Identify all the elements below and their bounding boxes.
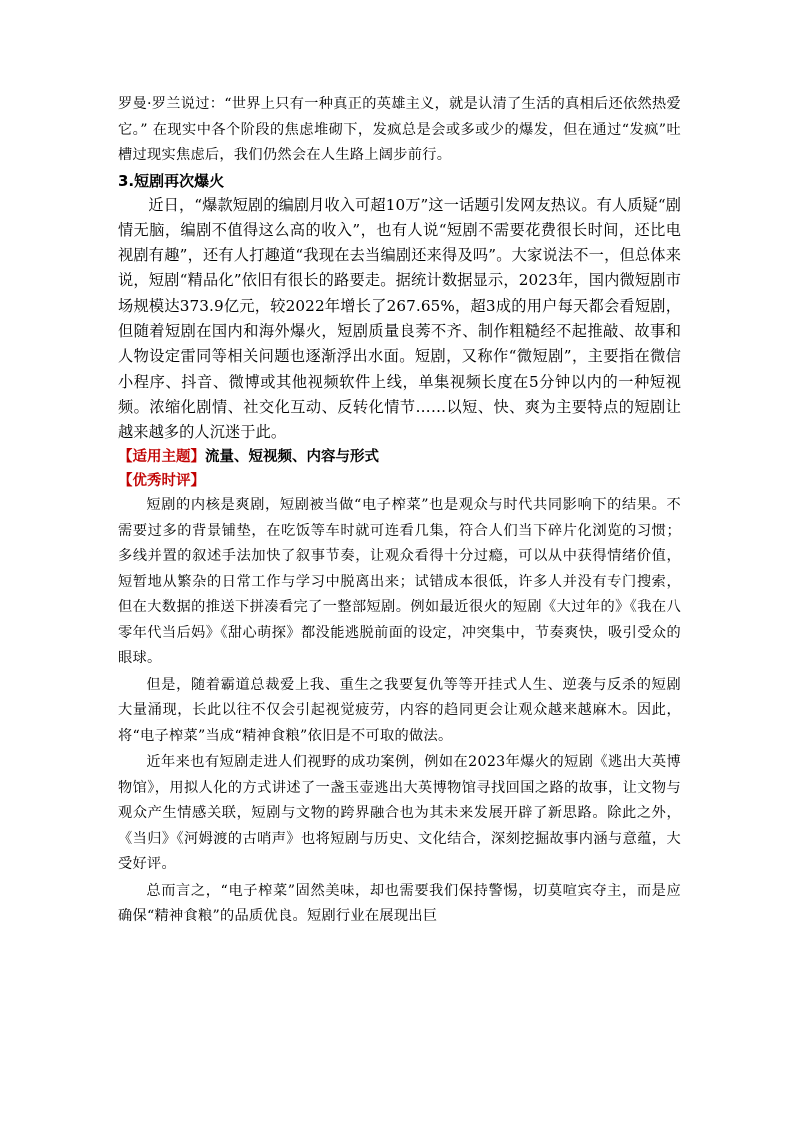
section-heading: 3.短剧再次爆火 (118, 171, 225, 190)
review-line (118, 469, 681, 493)
theme-text: 流量、短视频、内容与形式 (205, 448, 379, 466)
news-paragraph: 近日，“爆款短剧的编剧月收入可超10万”这一话题引发网友热议。有人质疑“剧情无脑，编剧不值得这么高的收入”，也有人说“短剧不需要花费很长时间，还比电视剧有趣”，还有人打趣道“我现在去当编剧还来得及吗”。大家说法不一，但总体来说，短剧“精品化”依旧有很长的路要走。据统计数据显示，2023年，国内微短剧市场规模达373.9亿元，较2022年增长了267.65%，超3成的用户每天都会看短剧，但随着短剧在国内和海外爆火，短剧质量良莠不齐、制作粗糙经不起推敲、故事和人物设定雷同等相关问题也逐渐浮出水面。短剧，又称作“微短剧”，主要指在微信小程序、抖音、微博或其他视频软件上线，单集视频长度在5分钟以内的一种短视频。浓缩化剧情、社交化互动、反转化情节……以短、快、爽为主要特点的短剧让越来越多的人沉迷于此。 (118, 195, 681, 442)
review-paragraph-1: 短剧的内核是爽剧，短剧被当做“电子榨菜”也是观众与时代共同影响下的结果。不需要过多的背景铺垫，在吃饭等车时就可连看几集，符合人们当下碎片化浏览的习惯；多线并置的叙述手法加快了叙事节奏，让观众看得十分过瘾，可以从中获得情绪价值，短暂地从繁杂的日常工作与学习中脱离出来；试错成本很低，许多人并没有专门搜索，但在大数据的推送下拼凑看完了一整部短剧。例如最近很火的短剧《大过年的》《我在八零年代当后妈》《甜心萌探》都没能逃脱前面的设定，冲突集中，节奏爽快，吸引受众的眼球。 (118, 497, 681, 667)
intro-paragraph: 罗曼·罗兰说过：“世界上只有一种真正的英雄主义，就是认清了生活的真相后还依然热爱它。” 在现实中各个阶段的焦虑堆砌下，发疯总是会或多或少的爆发，但在通过“发疯”吐槽过现实焦虑后，我们仍然会在人生路上阔步前行。 (118, 96, 681, 163)
review-paragraph-3: 近年来也有短剧走进人们视野的成功案例，例如在2023年爆火的短剧《逃出大英博物馆》，用拟人化的方式讲述了一盏玉壶逃出大英博物馆寻找回国之路的故事，让文物与观众产生情感关联，短剧与文物的跨界融合也为其未来发展开辟了新思路。除此之外，《当归》《河姆渡的古哨声》也将短剧与历史、文化结合，深刻挖掘故事内涵与意蕴，大受好评。 (118, 754, 681, 873)
document-page (118, 92, 681, 930)
review-paragraph-4: 总而言之，“电子榨菜”固然美味，却也需要我们保持警惕，切莫喧宾夺主，而是应确保“精神食粮”的品质优良。短剧行业在展现出巨 (118, 882, 681, 925)
review-tag: 【优秀时评】 (118, 472, 205, 490)
theme-tag: 【适用主题】 (118, 448, 205, 466)
review-paragraph-2: 但是，随着霸道总裁爱上我、重生之我要复仇等等开挂式人生、逆袭与反杀的短剧大量涌现，长此以往不仅会引起视觉疲劳，内容的趋同更会让观众越来越麻木。因此，将“电子榨菜”当成“精神食粮”依旧是不可取的做法。 (118, 676, 681, 744)
theme-line (118, 445, 681, 469)
